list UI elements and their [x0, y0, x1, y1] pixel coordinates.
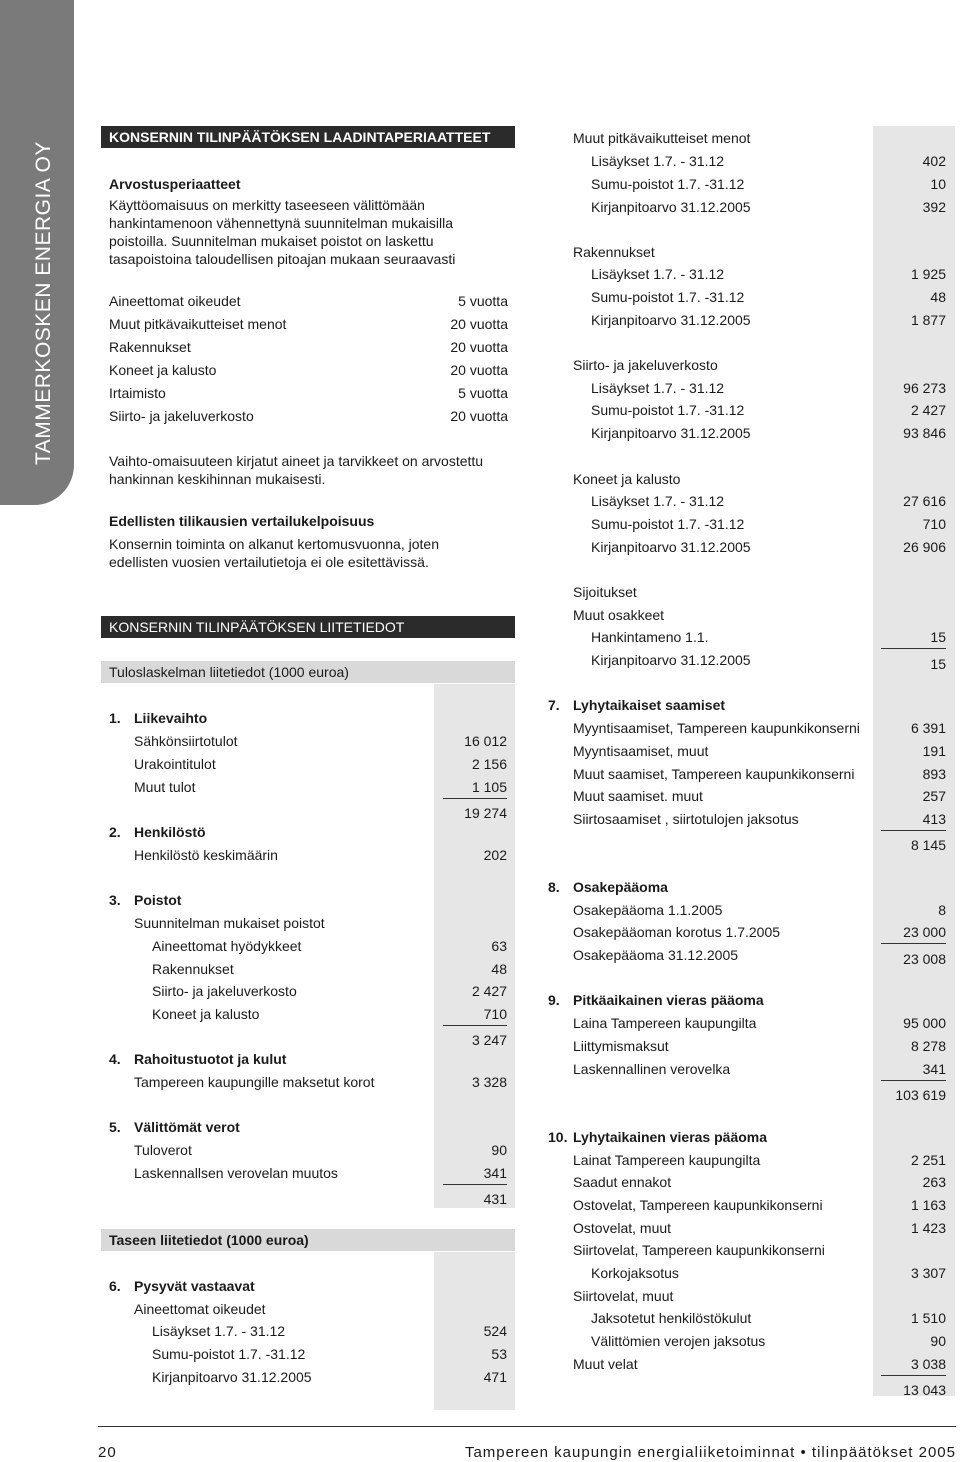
row-label: Saadut ennakot	[573, 1174, 672, 1190]
row-value: 341	[483, 1165, 507, 1181]
row-label: Lisäykset 1.7. - 31.12	[591, 380, 725, 396]
row-value: 263	[922, 1174, 946, 1190]
edell-text: Konsernin toiminta on alkanut kertomusvuonna, joten edellisten vuosien vertailutietoja ei ole esitettävissä.	[109, 536, 439, 570]
sum-rule	[443, 1025, 507, 1026]
row-total: 8 145	[910, 837, 946, 853]
row-label: Kirjanpitoarvo 31.12.2005	[591, 652, 751, 668]
row-label: Muut tulot	[134, 779, 196, 795]
row-label: Siirtovelat, muut	[573, 1288, 674, 1304]
footer-rule	[98, 1426, 956, 1427]
row-label: Rakennukset	[152, 961, 234, 977]
income-notes-bar: Tuloslaskelman liitetiedot (1000 euroa)	[101, 661, 515, 683]
sum-rule	[881, 1375, 946, 1376]
note-heading: Pitkäaikainen vieras pääoma	[573, 992, 764, 1008]
note-heading: Rahoitustuotot ja kulut	[134, 1051, 287, 1067]
row-value: 471	[483, 1369, 507, 1385]
row-value: 2 251	[910, 1152, 946, 1168]
section-title-principles: KONSERNIN TILINPÄÄTÖKSEN LAADINTAPERIAATTEET	[101, 126, 515, 148]
row-total: 103 619	[895, 1087, 946, 1103]
company-name: TAMMERKOSKEN ENERGIA OY	[32, 141, 55, 465]
sum-rule	[881, 1080, 946, 1081]
sum-rule	[881, 648, 946, 649]
row-value: 90	[491, 1142, 507, 1158]
group-title: Rakennukset	[573, 244, 655, 260]
row-label: Kirjanpitoarvo 31.12.2005	[591, 539, 751, 555]
note-number: 7.	[548, 697, 560, 713]
row-label: Laina Tampereen kaupungilta	[573, 1015, 757, 1031]
list-item: Koneet ja kalusto 20 vuotta	[109, 362, 508, 378]
row-value: 2 427	[910, 402, 946, 418]
row-value: 1 105	[471, 779, 507, 795]
row-label: Hankintameno 1.1.	[591, 629, 709, 645]
publication-title: Tampereen kaupungin energialiiketoiminnat • tilinpäätökset 2005	[464, 1444, 956, 1461]
balance-notes-bar: Taseen liitetiedot (1000 euroa)	[101, 1229, 515, 1251]
row-value: 48	[491, 961, 507, 977]
row-value: 48	[930, 289, 946, 305]
note-heading: Lyhytaikainen vieras pääoma	[573, 1129, 768, 1145]
group-title: Koneet ja kalusto	[573, 471, 681, 487]
row-value: 8 278	[910, 1038, 946, 1054]
row-label: Muut velat	[573, 1356, 638, 1372]
row-label: Sumu-poistot 1.7. -31.12	[591, 176, 745, 192]
row-value: 2 427	[471, 983, 507, 999]
row-label: Siirtosaamiset , siirtotulojen jaksotus	[573, 811, 799, 827]
row-value: 202	[483, 847, 507, 863]
sum-rule	[881, 943, 946, 944]
row-label: Tuloverot	[134, 1142, 192, 1158]
row-value: 341	[922, 1061, 946, 1077]
row-label: Lisäykset 1.7. - 31.12	[152, 1323, 286, 1339]
note-number: 2.	[109, 824, 121, 840]
row-value: 1 925	[910, 266, 946, 282]
row-total: 13 043	[903, 1382, 946, 1398]
row-value: 257	[922, 788, 946, 804]
row-value: 710	[483, 1006, 507, 1022]
row-value: 53	[491, 1346, 507, 1362]
row-value: 3 328	[471, 1074, 507, 1090]
row-total: 431	[483, 1191, 507, 1207]
arvostus-heading: Arvostusperiaatteet	[109, 176, 241, 192]
row-value: 95 000	[903, 1015, 946, 1031]
group-title: Siirto- ja jakeluverkosto	[573, 357, 718, 373]
edell-heading: Edellisten tilikausien vertailukelpoisuus	[109, 513, 375, 529]
row-total: 19 274	[464, 805, 507, 821]
row-label: Liittymismaksut	[573, 1038, 669, 1054]
row-label: Lisäykset 1.7. - 31.12	[591, 153, 725, 169]
note-number: 3.	[109, 892, 121, 908]
row-label: Myyntisaamiset, muut	[573, 743, 709, 759]
arvostus-text: Käyttöomaisuus on merkitty taseeseen välittömään hankintamenoon vähennettynä suunnitelman mukaisilla poistoilla. Suunnitelman mukaiset poistot on laskettu tasapoistoina taloudellisen pitoajan mukaan seuraavasti	[109, 197, 456, 267]
note-number: 5.	[109, 1119, 121, 1135]
note-number: 8.	[548, 879, 560, 895]
row-label: Kirjanpitoarvo 31.12.2005	[152, 1369, 312, 1385]
list-item: Aineettomat oikeudet 5 vuotta	[109, 293, 508, 309]
row-label: Koneet ja kalusto	[152, 1006, 260, 1022]
group-title: Sijoitukset	[573, 584, 637, 600]
row-label: Ostovelat, muut	[573, 1220, 672, 1236]
row-label: Lisäykset 1.7. - 31.12	[591, 266, 725, 282]
row-value: 8	[938, 902, 946, 918]
row-value: 93 846	[903, 425, 946, 441]
sum-rule	[443, 1184, 507, 1185]
row-value: 6 391	[910, 720, 946, 736]
depreciation-list	[109, 292, 508, 430]
row-value: 413	[922, 811, 946, 827]
row-value: 710	[922, 516, 946, 532]
row-label: Laskennallsen verovelan muutos	[134, 1165, 338, 1181]
row-value: 63	[491, 938, 507, 954]
row-value: 16 012	[464, 733, 507, 749]
note-number: 6.	[109, 1278, 121, 1294]
row-value: 1 877	[910, 312, 946, 328]
note-heading: Osakepääoma	[573, 879, 668, 895]
row-label: Osakepääoman korotus 1.7.2005	[573, 924, 781, 940]
group-title: Muut pitkävaikutteiset menot	[573, 130, 751, 146]
sum-rule	[443, 798, 507, 799]
row-label: Aineettomat hyödykkeet	[152, 938, 302, 954]
row-label: Sumu-poistot 1.7. -31.12	[591, 289, 745, 305]
note-heading: Henkilöstö	[134, 824, 206, 840]
row-value: 1 163	[910, 1197, 946, 1213]
page-number: 20	[98, 1444, 117, 1461]
row-label: Myyntisaamiset, Tampereen kaupunkikonserni	[573, 720, 860, 736]
row-label: Lainat Tampereen kaupungilta	[573, 1152, 761, 1168]
row-value: 26 906	[903, 539, 946, 555]
note-number: 1.	[109, 710, 121, 726]
note-number: 9.	[548, 992, 560, 1008]
row-label: Kirjanpitoarvo 31.12.2005	[591, 312, 751, 328]
row-label: Urakointitulot	[134, 756, 216, 772]
sum-rule	[881, 830, 946, 831]
row-value: 27 616	[903, 493, 946, 509]
row-label: Lisäykset 1.7. - 31.12	[591, 493, 725, 509]
note-heading: Välittömät verot	[134, 1119, 240, 1135]
row-label: Muut saamiset, Tampereen kaupunkikonserni	[573, 766, 855, 782]
note-heading: Poistot	[134, 892, 182, 908]
row-label: Aineettomat oikeudet	[134, 1301, 266, 1317]
note-heading: Pysyvät vastaavat	[134, 1278, 255, 1294]
row-label: Sumu-poistot 1.7. -31.12	[152, 1346, 306, 1362]
row-label: Ostovelat, Tampereen kaupunkikonserni	[573, 1197, 823, 1213]
row-value: 1 510	[910, 1310, 946, 1326]
note-heading: Lyhytaikaiset saamiset	[573, 697, 726, 713]
row-total: 3 247	[471, 1032, 507, 1048]
list-item: Rakennukset 20 vuotta	[109, 339, 508, 355]
note-number: 10.	[548, 1129, 568, 1145]
row-label: Kirjanpitoarvo 31.12.2005	[591, 425, 751, 441]
row-total: 23 008	[903, 951, 946, 967]
list-item: Irtaimisto 5 vuotta	[109, 385, 508, 401]
row-label: Tampereen kaupungille maksetut korot	[134, 1074, 375, 1090]
row-value: 524	[483, 1323, 507, 1339]
side-tab	[0, 0, 74, 505]
row-value: 15	[930, 629, 946, 645]
row-value: 392	[922, 199, 946, 215]
list-item: Muut pitkävaikutteiset menot 20 vuotta	[109, 316, 508, 332]
row-label: Sumu-poistot 1.7. -31.12	[591, 516, 745, 532]
row-label: Jaksotetut henkilöstökulut	[591, 1310, 752, 1326]
vaihto-text: Vaihto-omaisuuteen kirjatut aineet ja tarvikkeet on arvostettu hankinnan keskihinnan mukaisesti.	[109, 453, 484, 487]
list-item: Siirto- ja jakeluverkosto 20 vuotta	[109, 408, 508, 424]
row-value: 3 307	[910, 1265, 946, 1281]
note-heading: Liikevaihto	[134, 710, 208, 726]
row-label: Siirtovelat, Tampereen kaupunkikonserni	[573, 1242, 825, 1258]
row-label: Henkilöstö keskimäärin	[134, 847, 278, 863]
group-subtitle: Muut osakkeet	[573, 607, 665, 623]
row-label: Sumu-poistot 1.7. -31.12	[591, 402, 745, 418]
row-label: Suunnitelman mukaiset poistot	[134, 915, 325, 931]
row-value: 3 038	[910, 1356, 946, 1372]
row-label: Laskennallinen verovelka	[573, 1061, 731, 1077]
note-number: 4.	[109, 1051, 121, 1067]
row-value: 90	[930, 1333, 946, 1349]
row-label: Välittömien verojen jaksotus	[591, 1333, 766, 1349]
row-label: Siirto- ja jakeluverkosto	[152, 983, 297, 999]
row-value: 191	[922, 743, 946, 759]
row-value: 402	[922, 153, 946, 169]
row-value: 2 156	[471, 756, 507, 772]
row-value: 96 273	[903, 380, 946, 396]
row-label: Osakepääoma 1.1.2005	[573, 902, 723, 918]
row-value: 23 000	[903, 924, 946, 940]
row-value: 1 423	[910, 1220, 946, 1236]
row-value: 10	[930, 176, 946, 192]
row-label: Osakepääoma 31.12.2005	[573, 947, 739, 963]
row-label: Sähkönsiirtotulot	[134, 733, 238, 749]
row-label: Muut saamiset. muut	[573, 788, 703, 804]
row-value: 893	[922, 766, 946, 782]
row-total: 15	[930, 656, 946, 672]
row-label: Korkojaksotus	[591, 1265, 679, 1281]
section-title-notes: KONSERNIN TILINPÄÄTÖKSEN LIITETIEDOT	[101, 616, 515, 638]
row-label: Kirjanpitoarvo 31.12.2005	[591, 199, 751, 215]
